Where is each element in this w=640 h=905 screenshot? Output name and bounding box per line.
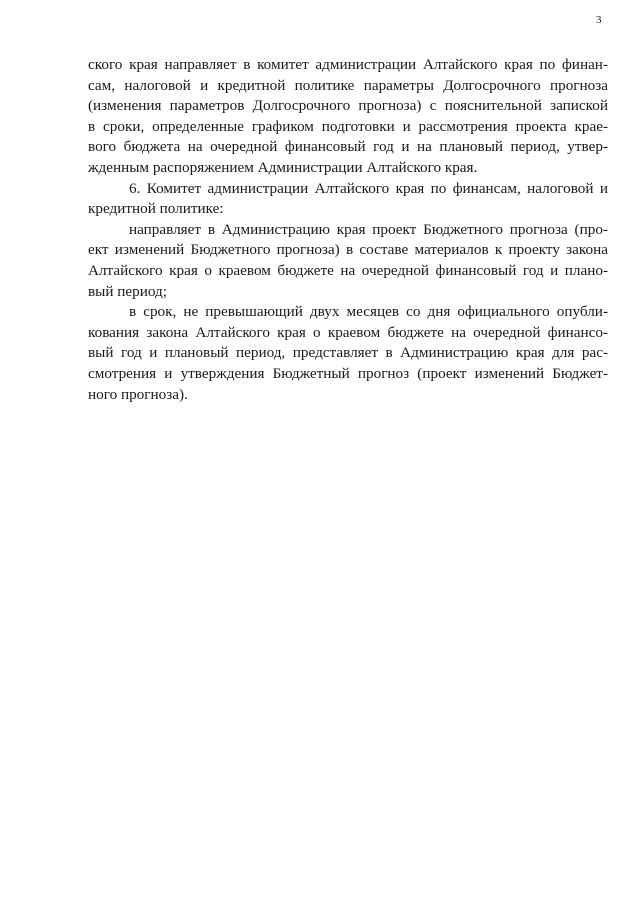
text-line: вый год и плановый период, представляет в Администрацию края для рас- (88, 344, 608, 362)
text-line: в срок, не превышающий двух месяцев со дня официального опубли- (129, 303, 608, 321)
text-line: ного прогноза). (88, 385, 188, 403)
text-line: вого бюджета на очередной финансовый год и на плановый период, утвер- (88, 138, 608, 156)
document-body (88, 55, 608, 405)
text-line: вый период; (88, 282, 167, 300)
text-line: ект изменений Бюджетного прогноза) в составе материалов к проекту закона (88, 241, 608, 259)
text-line: направляет в Администрацию края проект Бюджетного прогноза (про- (129, 220, 608, 238)
text-line: (изменения параметров Долгосрочного прогноза) с пояснительной запиской (88, 97, 608, 115)
text-line: кредитной политике: (88, 200, 224, 218)
text-line: кования закона Алтайского края о краевом бюджете на очередной финансо- (88, 323, 608, 341)
text-line: сам, налоговой и кредитной политике параметры Долгосрочного прогноза (88, 76, 608, 94)
page-number: 3 (596, 14, 602, 26)
text-line: жденным распоряжением Администрации Алтайского края. (88, 158, 478, 176)
text-line: 6. Комитет администрации Алтайского края по финансам, налоговой и (129, 179, 608, 197)
text-line: в сроки, определенные графиком подготовки и рассмотрения проекта крае- (88, 117, 608, 135)
text-line: Алтайского края о краевом бюджете на очередной финансовый год и плано- (88, 261, 608, 279)
text-line: смотрения и утверждения Бюджетный прогноз (проект изменений Бюджет- (88, 364, 608, 382)
text-line: ского края направляет в комитет администрации Алтайского края по финан- (88, 56, 608, 73)
